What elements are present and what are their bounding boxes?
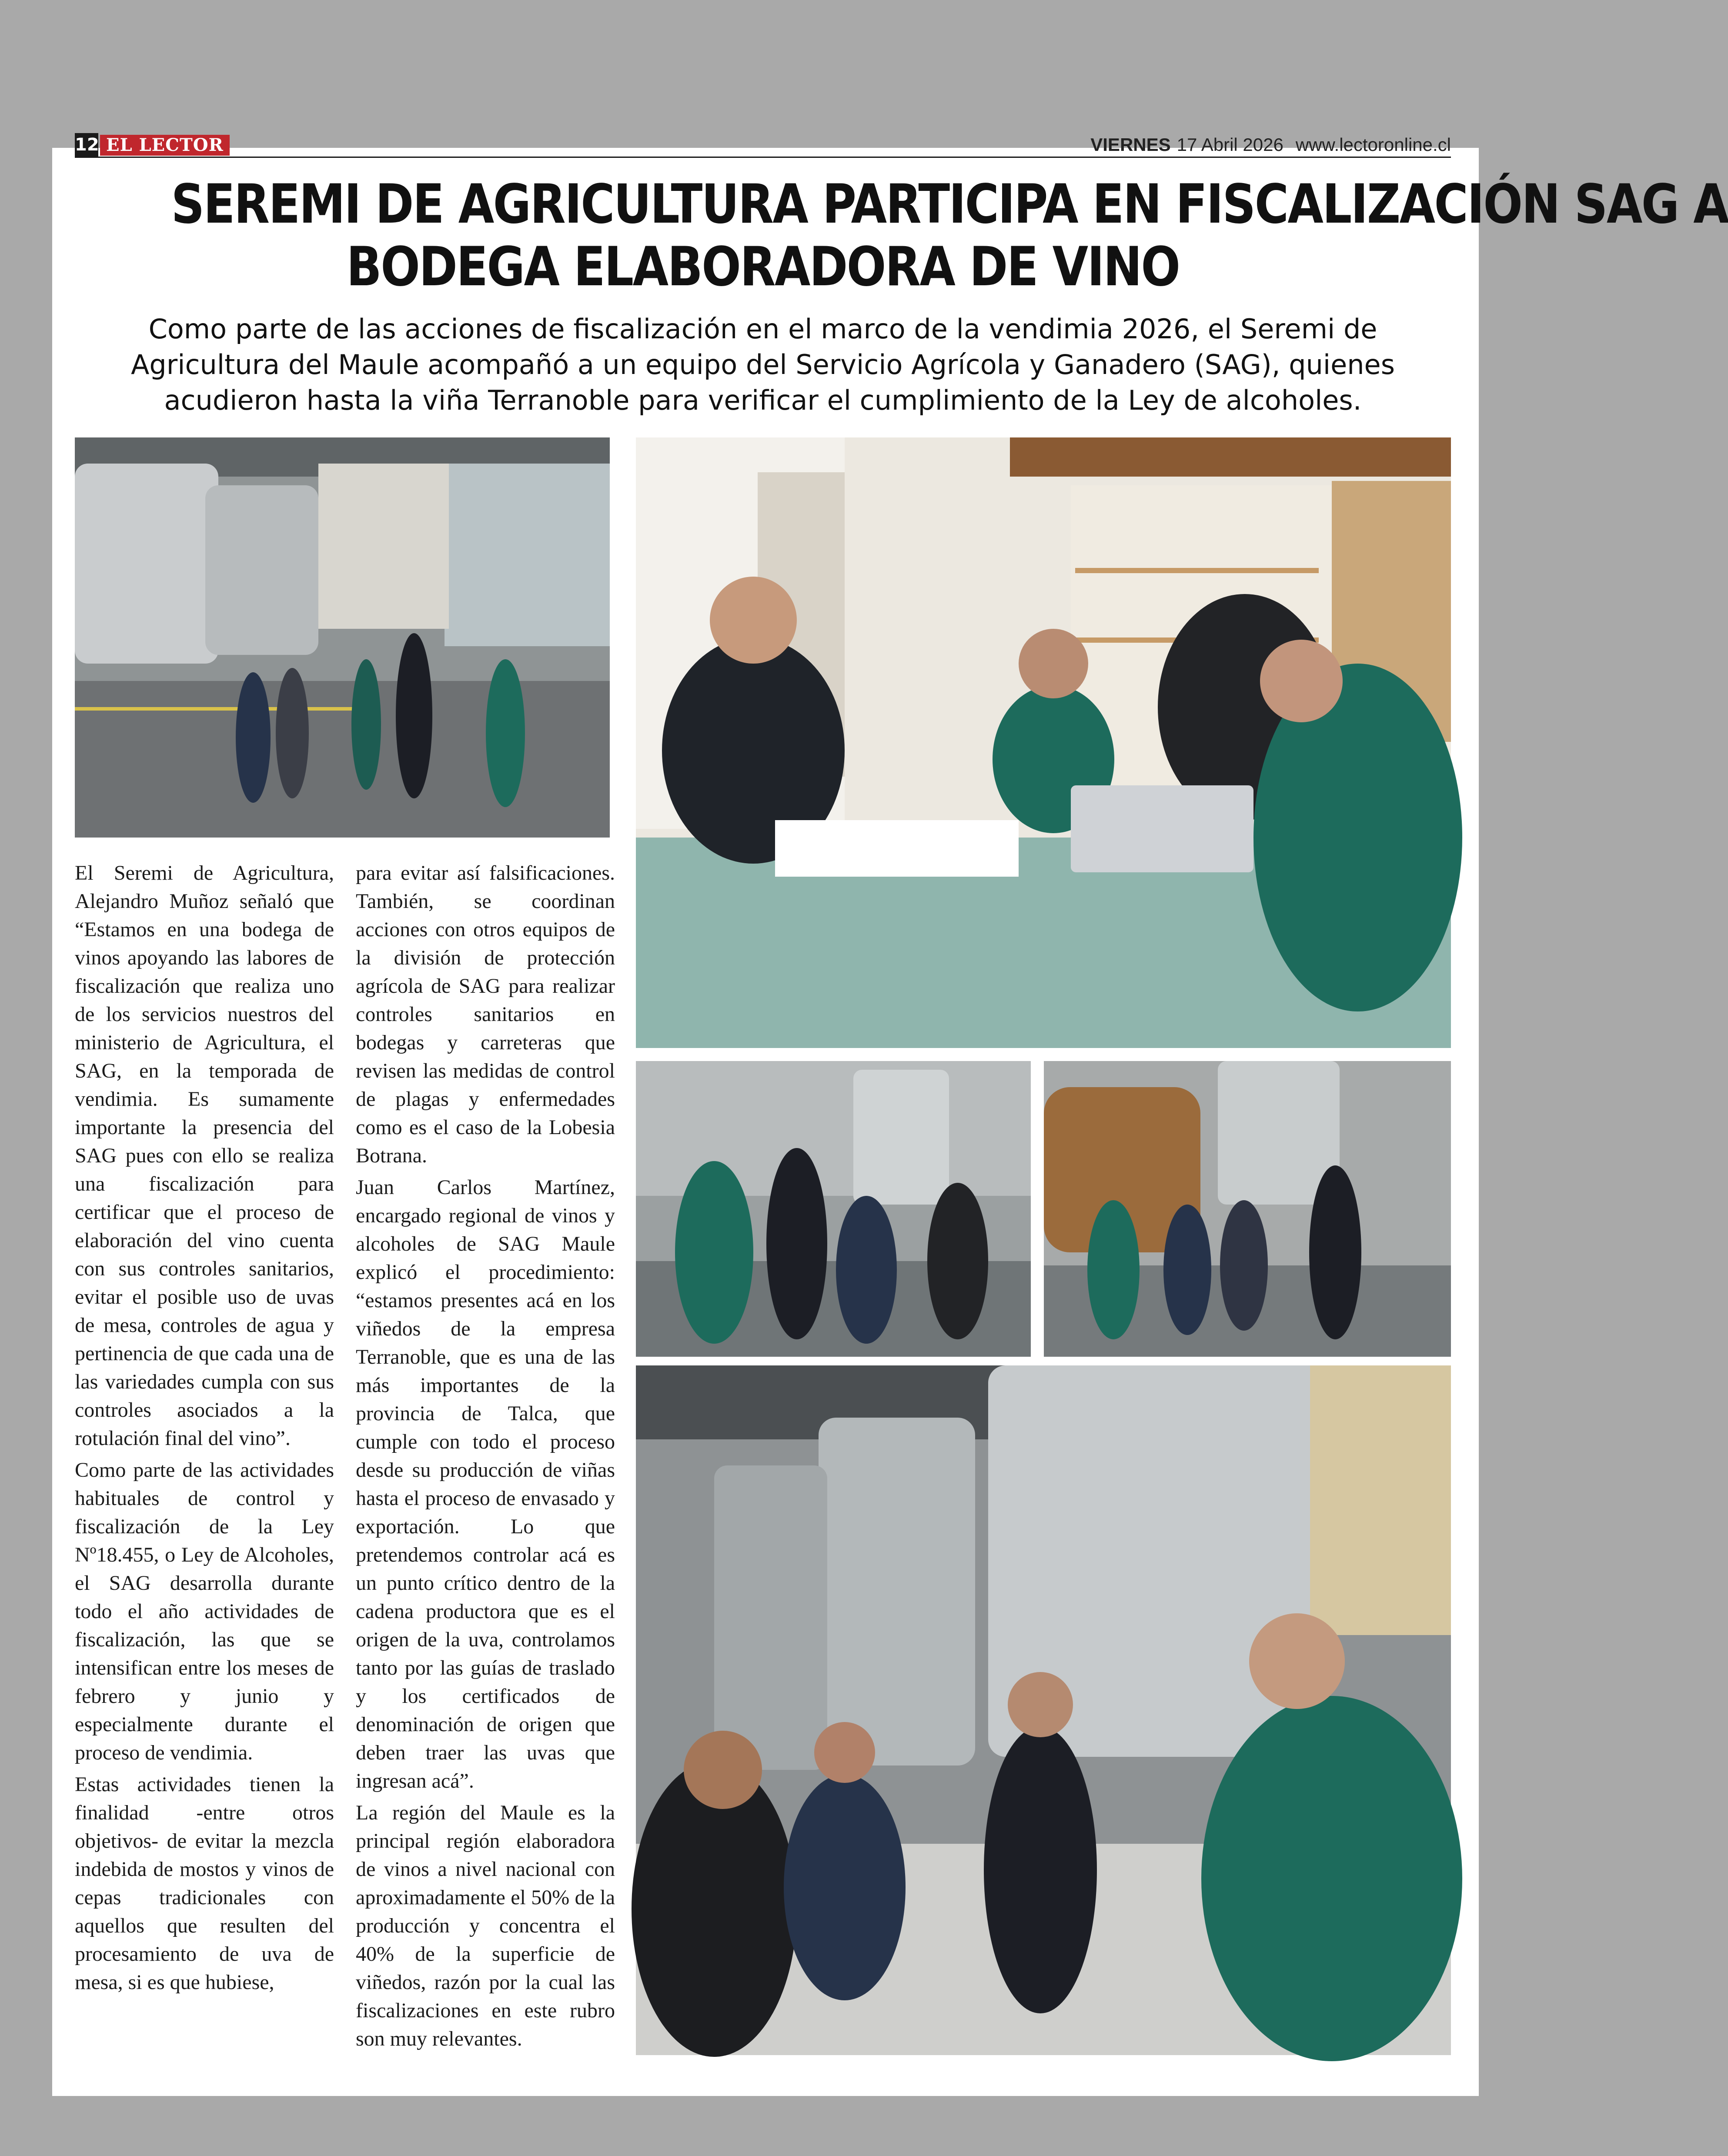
photo-office-inspection	[636, 437, 1451, 1048]
dateline-date: 17 Abril 2026	[1177, 134, 1283, 155]
headline-line-2: BODEGA ELABORADORA DE VINO	[346, 236, 1180, 298]
paragraph: La región del Maule es la principal región elaboradora de vinos a nivel nacional con aproximadamente el 50% de la producción y concentra el 40% de la superficie de viñedos, razón por la cual las fiscalizaciones en este rubro son muy relevantes.	[356, 1801, 615, 2050]
headline-line-1: SEREMI DE AGRICULTURA PARTICIPA EN FISCALIZACIÓN SAG A	[171, 173, 1728, 236]
paragraph: El Seremi de Agricultura, Alejandro Muñoz señaló que “Estamos en una bodega de vinos apoyando las labores de fiscalización que realiza uno de los servicios nuestros del ministerio de Agricultura, el SAG, en la temporada de vendimia. Es sumamente importante la presencia del SAG pues con ello se realiza una fiscalización para certificar que el proceso de elaboración del vino cuenta con sus controles sanitarios, evitar el posible uso de uvas de mesa, controles de agua y pertinencia de que cada una de las variedades cumpla con sus controles asociados a la rotulación final del vino”.	[75, 861, 334, 1450]
photo-barrel-room	[1044, 1061, 1451, 1357]
website-link[interactable]: www.lectoronline.cl	[1295, 134, 1451, 155]
paragraph: Estas actividades tienen la finalidad -entre otros objetivos- de evitar la mezcla indebida de mostos y vinos de cepas tradicionales con aquellos que resulten del procesamiento de uva de mesa, si es que hubiese,	[75, 1773, 334, 1994]
photo-cellar-group-left	[636, 1061, 1031, 1357]
page-number: 12	[75, 133, 98, 157]
paper-logo: EL LECTOR	[100, 135, 230, 156]
paragraph: Como parte de las actividades habituales de control y fiscalización de la Ley Nº18.455, o Ley de Alcoholes, el SAG desarrolla durante todo el año actividades de fiscalización, las que se intensifican entre los meses de febrero y junio y especialmente durante el proceso de vendimia.	[75, 1458, 334, 1764]
paragraph: Juan Carlos Martínez, encargado regional de vinos y alcoholes de SAG Maule explicó el procedimiento: “estamos presentes acá en los viñedos de la empresa Terranoble, que es una de las más importantes de la provincia de Talca, que cumple con todo el proceso desde su producción de viñas hasta el proceso de envasado y exportación. Lo que pretendemos controlar acá es un punto crítico dentro de la cadena productora que es el origen de la uva, controlamos tanto por las guías de traslado y los certificados de denominación de origen que deben traer las uvas que ingresan acá”.	[356, 1176, 615, 1792]
photo-outdoor-tanks	[75, 437, 610, 838]
photo-tank-hall	[636, 1365, 1451, 2055]
article-column-1	[75, 859, 334, 2000]
article-column-2	[356, 859, 615, 2056]
dateline	[1090, 133, 1451, 157]
lede-paragraph: Como parte de las acciones de fiscalización en el marco de la vendimia 2026, el Seremi de Agricultura del Maule acompañó a un equipo del Servicio Agrícola y Ganadero (SAG), quienes acudieron hasta la viña Terranoble para verificar el cumplimiento de la Ley de alcoholes.	[130, 313, 1395, 416]
dateline-day: VIERNES	[1090, 134, 1171, 155]
masthead	[75, 133, 1451, 158]
masthead-rule	[75, 157, 1451, 158]
paragraph: para evitar así falsificaciones. También, se coordinan acciones con otros equipos de la división de protección agrícola de SAG para realizar controles sanitarios en bodegas y carreteras que revisen las medidas de control de plagas y enfermedades como es el caso de la Lobesia Botrana.	[356, 861, 615, 1167]
headline	[171, 173, 1728, 298]
